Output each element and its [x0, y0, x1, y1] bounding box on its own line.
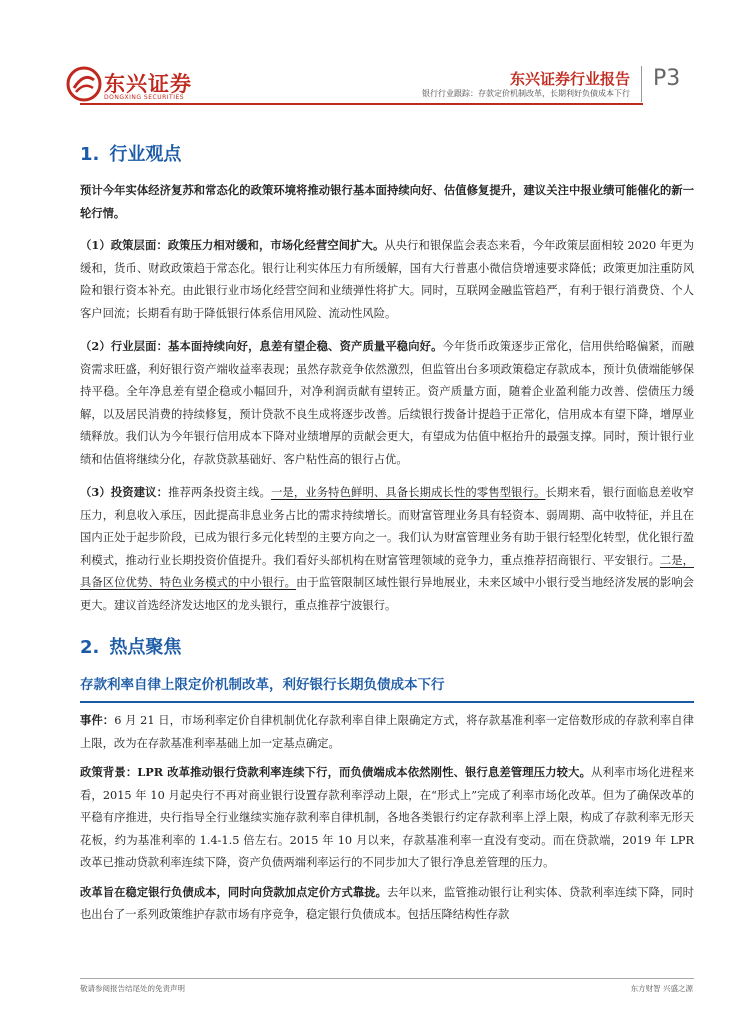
section-heading-1	[80, 140, 694, 166]
background-paragraph	[80, 761, 694, 875]
investment-paragraph	[80, 481, 694, 617]
industry-paragraph	[80, 335, 694, 471]
report-subtitle: 银行行业跟踪：存款定价机制改革，长期利好负债成本下行	[422, 89, 630, 98]
policy-text: 从央行和银保监会表态来看，今年政策层面相较 2020 年更为缓和，货币、财政政策趋于常态化。银行让利实体压力有所缓解，国有大行普惠小微信贷增速要求降低；政策更加注重防风险和银行资本补充。由此银行业市场化经营空间和业绩弹性将扩大。同时，互联网金融监管趋严，有利于银行消费贷、个人客户回流；长期看有助于降低银行体系信用风险、流动性风险。	[80, 239, 694, 320]
footer-rule	[80, 978, 694, 979]
industry-heading: （2）行业层面：基本面持续向好，息差有望企稳、资产质量平稳向好。	[80, 339, 443, 353]
page-number: P3	[653, 66, 681, 91]
section-title: 热点聚焦	[109, 637, 182, 658]
investment-text-c: 由于监管限制区域性银行异地展业，未来区域中小银行受当地经济发展的影响会更大。建议首选经济发达地区的龙头银行，重点推荐宁波银行。	[80, 576, 694, 612]
industry-text: 今年货币政策逐步正常化，信用供给略偏紧，而融资需求旺盛，利好银行资产端收益率表现；虽然存款竞争依然激烈，但监管出台多项政策稳定存款成本，预计负债端能够保持平稳。全年净息差有望企稳或小幅回升，对净利润贡献有望转正。资产质量方面，随着企业盈利能力改善、偿债压力缓解，以及居民消费的持续修复，预计贷款不良生成将逐步改善。后续银行拨备计提趋于正常化，信用成本有望下降，增厚业绩释放。我们认为今年银行信用成本下降对业绩增厚的贡献会更大，有望成为估值中枢抬升的最强支撑。同时，预计银行业绩和估值将继续分化，存款贷款基础好、客户粘性高的银行占优。	[80, 340, 694, 466]
investment-line-1: 一是，业务特色鲜明、具备长期成长性的零售型银行。	[270, 486, 546, 499]
policy-heading: （1）政策层面：政策压力相对缓和，市场化经营空间扩大。	[80, 238, 385, 252]
reform-text: 去年以来，监管推动银行让利实体、贷款利率连续下降，同时也出台了一系列政策维护存款市场有序竞争，稳定银行负债成本。包括压降结构性存款	[80, 885, 694, 921]
section-heading-2	[80, 633, 694, 659]
section-title: 行业观点	[109, 144, 182, 165]
background-heading: 政策背景：LPR 改革推动银行贷款利率连续下行，而负债端成本依然刚性、银行息差管理压力较大。	[80, 765, 592, 779]
report-title: 东兴证券行业报告	[509, 70, 630, 88]
section-number: 2.	[80, 637, 100, 658]
section-number: 1.	[80, 144, 100, 165]
reform-paragraph	[80, 881, 694, 927]
investment-text-a: 推荐两条投资主线。	[168, 486, 271, 499]
logo-text-en: DONGXING SECURITIES	[104, 94, 185, 101]
investment-line-2: 二是，具备区位优势、特色业务模式的中小银行。	[80, 553, 694, 589]
logo-icon	[66, 66, 102, 102]
hotspot-subtitle: 存款利率自律上限定价机制改革，利好银行长期负债成本下行	[80, 677, 445, 693]
background-text: 从利率市场化进程来看，2015 年 10 月起央行不再对商业银行设置存款利率浮动上限，在“形式上”完成了利率市场化改革。但为了确保改革的平稳有序推进，央行指导全行业继续实施存款利率自律机制，各地各类银行约定存款利率上浮上限，构成了存款利率无形天花板，约为基准利率的 1.4-1.5 倍左右。2015 年 10 月以来，存款基准利率一直没有变动。而在贷款端，2019 年 LPR 改革已推动贷款利率连续下降，资产负债两端利率运行的不同步加大了银行净息差管理的压力。	[80, 766, 694, 869]
report-body	[80, 140, 694, 927]
reform-heading: 改革旨在稳定银行负债成本，同时向贷款加点定价方式靠拢。	[80, 884, 388, 899]
investment-heading: （3）投资建议：	[80, 485, 169, 499]
subtitle-rule	[80, 701, 694, 703]
event-text: 6 月 21 日，市场利率定价自律机制优化存款利率自律上限确定方式，将存款基准利率一定倍数形成的存款利率自律上限，改为在存款基准利率基础上加一定基点确定。	[80, 714, 694, 750]
event-paragraph	[80, 709, 694, 755]
footer-disclaimer: 敬请参阅报告结尾处的免责声明	[80, 984, 185, 993]
page-header	[0, 0, 755, 110]
event-heading: 事件：	[80, 713, 115, 727]
investment-text-b: 长期来看，银行面临息差收窄压力，利息收入承压，因此提高非息业务占比的需求持续增长。而财富管理业务具有轻资本、弱周期、高中收特征，并且在国内正处于起步阶段，已成为银行多元化转型的主要方向之一。我们认为财富管理业务有助于银行轻型化转型，优化银行盈利模式，推动行业长期投资价值提升。我们看好头部机构在财富管理领域的竞争力，重点推荐招商银行、平安银行。	[80, 486, 694, 567]
header-rule	[80, 103, 643, 105]
lead-paragraph: 预计今年实体经济复苏和常态化的政策环境将推动银行基本面持续向好、估值修复提升，建议关注中报业绩可能催化的新一轮行情。	[80, 183, 694, 220]
logo-text-cn: 东兴证券	[104, 72, 192, 96]
header-divider	[641, 66, 642, 102]
footer-slogan: 东方财智 兴盛之源	[630, 984, 693, 993]
policy-paragraph	[80, 234, 694, 325]
